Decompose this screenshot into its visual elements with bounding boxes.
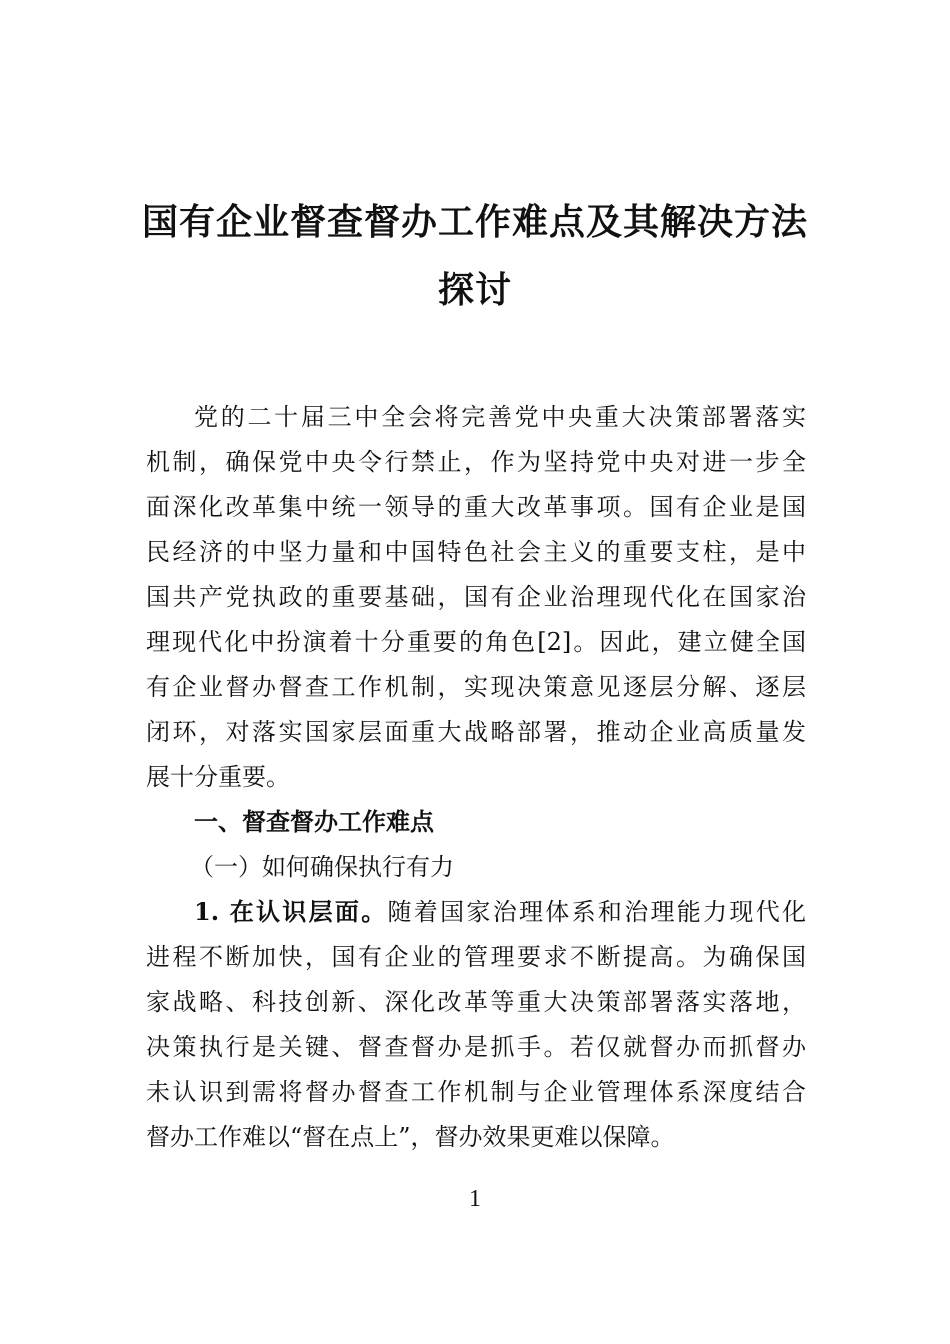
intro-line: 机制，确保党中央令行禁止，作为坚持党中央对进一步全 <box>146 448 806 476</box>
subsection-heading: （一）如何确保执行有力 <box>190 853 454 881</box>
intro-line: 民经济的中坚力量和中国特色社会主义的重要支柱，是中 <box>146 538 806 566</box>
intro-line: 面深化改革集中统一领导的重大改革事项。国有企业是国 <box>146 493 806 521</box>
item-1-line: 未认识到需将督办督查工作机制与企业管理体系深度结合 <box>146 1078 806 1106</box>
item-1-line: 进程不断加快，国有企业的管理要求不断提高。为确保国 <box>146 943 806 971</box>
item-1-first-line <box>194 892 806 932</box>
item-1-line: 家战略、科技创新、深化改革等重大决策部署落实落地， <box>146 988 806 1016</box>
item-1-first-line-rest: 随着国家治理体系和治理能力现代化 <box>387 898 806 926</box>
section-heading: 一、督查督办工作难点 <box>194 808 434 836</box>
page-number: 1 <box>469 1186 481 1212</box>
item-1-lead: 1. 在认识层面。 <box>194 897 388 926</box>
document-title-line-2: 探讨 <box>437 269 512 311</box>
intro-line: 国共产党执政的重要基础，国有企业治理现代化在国家治 <box>146 583 806 611</box>
item-1-line: 决策执行是关键、督查督办是抓手。若仅就督办而抓督办 <box>146 1033 806 1061</box>
intro-line: 党的二十届三中全会将完善党中央重大决策部署落实 <box>194 403 806 431</box>
intro-line: 闭环，对落实国家层面重大战略部署，推动企业高质量发 <box>146 718 806 746</box>
intro-line: 展十分重要。 <box>146 763 290 791</box>
intro-line: 理现代化中扮演着十分重要的角色[2]。因此，建立健全国 <box>146 628 806 656</box>
intro-line: 有企业督办督查工作机制，实现决策意见逐层分解、逐层 <box>146 673 806 701</box>
document-title-line-1: 国有企业督查督办工作难点及其解决方法 <box>141 201 808 243</box>
item-1-line: 督办工作难以“督在点上”，督办效果更难以保障。 <box>146 1123 675 1151</box>
